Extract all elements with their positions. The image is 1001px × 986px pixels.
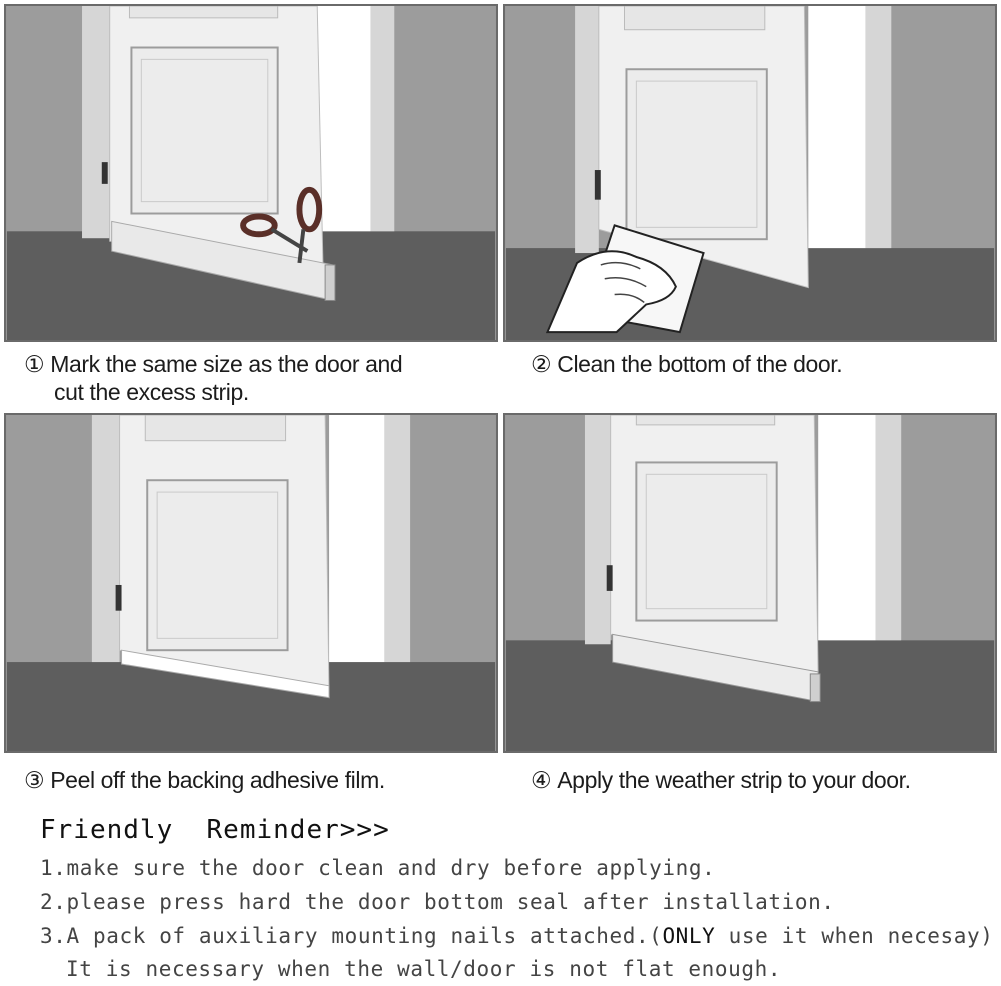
reminder-item-3-suffix: use it when necesay)	[715, 924, 994, 948]
step-4-text: Apply the weather strip to your door.	[557, 767, 911, 793]
step-2-caption	[531, 350, 842, 378]
step-3-illustration	[4, 413, 498, 753]
step-2-text: Clean the bottom of the door.	[557, 351, 843, 377]
step-4-number: ④	[531, 767, 552, 793]
door-scissors-scene	[6, 6, 496, 340]
step-2-number: ②	[531, 351, 552, 377]
step-3-caption	[24, 766, 385, 794]
step-1-text-line1: Mark the same size as the door and	[50, 351, 403, 377]
door-peel-scene	[6, 415, 496, 751]
door-apply-scene	[505, 415, 995, 751]
step-1-text-line2: cut the excess strip.	[54, 379, 249, 405]
door-cleaning-scene	[505, 6, 995, 340]
step-1-caption	[24, 350, 402, 406]
reminder-item-3-continuation: It is necessary when the wall/door is not flat enough.	[66, 957, 782, 981]
step-4-caption	[531, 766, 911, 794]
step-3-number: ③	[24, 767, 45, 793]
step-3-text: Peel off the backing adhesive film.	[50, 767, 385, 793]
step-1-number: ①	[24, 351, 45, 377]
reminder-item-3-caps: ONLY	[662, 924, 716, 948]
reminder-item-2: 2.please press hard the door bottom seal after installation.	[40, 890, 835, 914]
step-2-illustration	[503, 4, 997, 342]
reminder-item-1: 1.make sure the door clean and dry before applying.	[40, 856, 716, 880]
step-4-illustration	[503, 413, 997, 753]
step-1-illustration	[4, 4, 498, 342]
reminder-item-3	[40, 924, 994, 948]
reminder-item-3-prefix: 3.A pack of auxiliary mounting nails attached.(	[40, 924, 663, 948]
reminder-title: Friendly Reminder>>>	[40, 815, 390, 845]
